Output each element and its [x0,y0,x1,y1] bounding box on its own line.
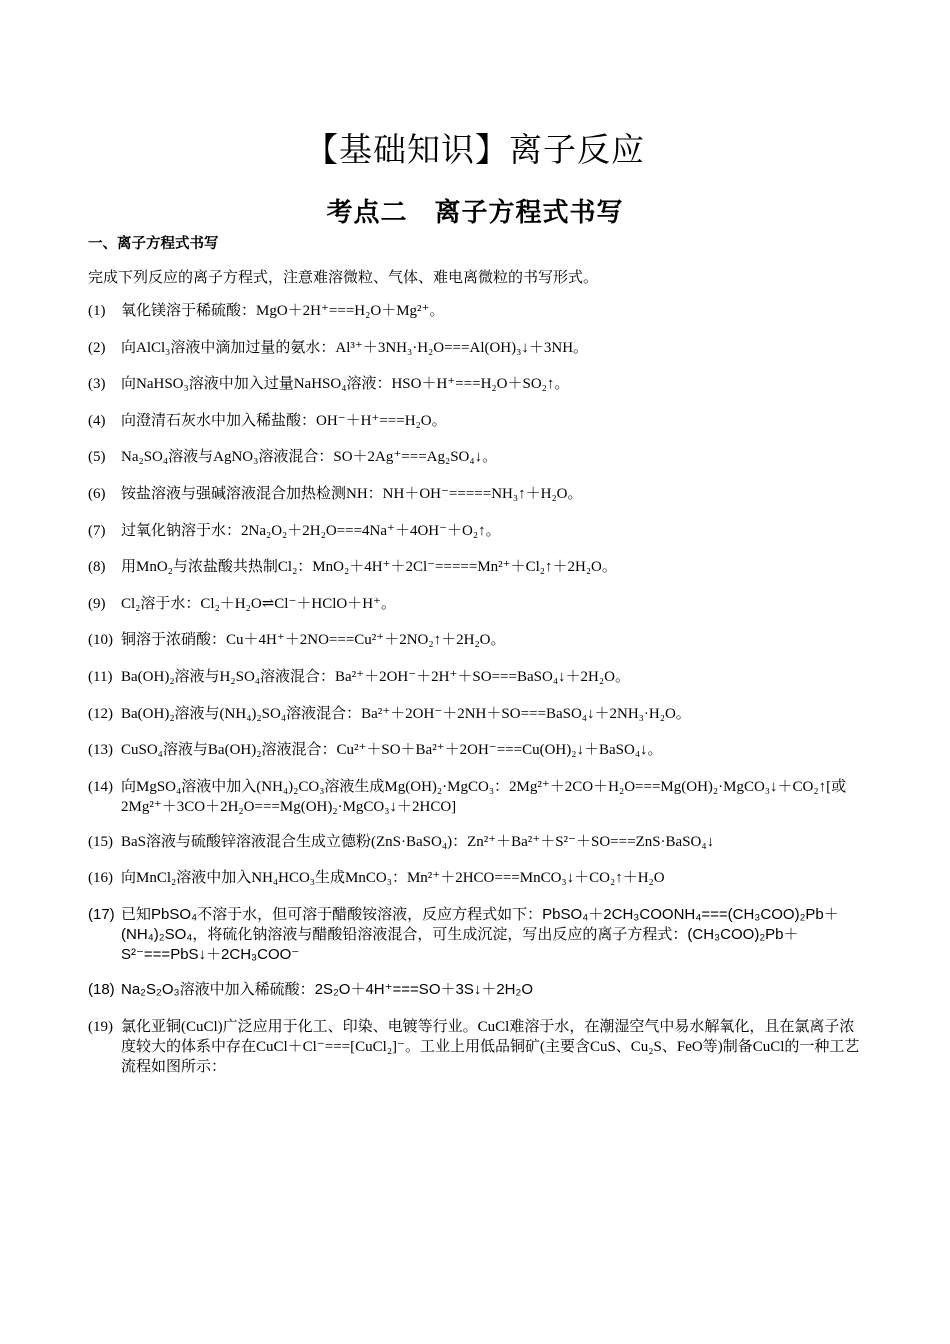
exercise-number: (16) [88,870,113,887]
exercise-number: (4) [88,412,106,429]
exercise-number: (7) [88,522,106,539]
exercise-text: 铜溶于浓硝酸：Cu＋4H⁺＋2NO===Cu²⁺＋2NO₂↑＋2H₂O。 [121,632,506,649]
intro-paragraph: 完成下列反应的离子方程式，注意难溶微粒、气体、难电离微粒的书写形式。 [88,270,599,286]
exercise-number: (6) [88,485,106,502]
exercise-text: 向MgSO₄溶液中加入(NH₄)₂CO₃溶液生成Mg(OH)₂·MgCO₃：2Mg²⁺＋2CO＋H₂O===Mg(OH)₂·MgCO₃↓＋CO₂↑[或2Mg²⁺＋3CO＋2H₂O===Mg(OH)₂·MgCO₃↓＋2HCO] [121,778,847,815]
exercise-text: 向AlCl₃溶液中滴加过量的氨水：Al³⁺＋3NH₃·H₂O===Al(OH)₃↓＋3NH。 [121,339,589,356]
exercise-item-7 [88,521,863,541]
exercise-number: (3) [88,376,106,393]
exercise-item-19 [88,1017,863,1077]
exercise-number: (1) [88,303,106,319]
exercise-text: Na₂SO₄溶液与AgNO₃溶液混合：SO＋2Ag⁺===Ag₂SO₄↓。 [121,449,498,466]
exercise-item-9 [88,594,863,614]
exercise-number: (11) [88,668,113,685]
exercise-text: 过氧化钠溶于水：2Na₂O₂＋2H₂O===4Na⁺＋4OH⁻＋O₂↑。 [121,522,501,539]
exercise-number: (10) [88,632,113,649]
exercise-text: Ba(OH)₂溶液与H₂SO₄溶液混合：Ba²⁺＋2OH⁻＋2H⁺＋SO===BaSO₄↓＋2H₂O。 [121,668,630,685]
exercise-item-16 [88,868,863,888]
exercise-text: BaS溶液与硫酸锌溶液混合生成立德粉(ZnS·BaSO₄)：Zn²⁺＋Ba²⁺＋S²⁻＋SO===ZnS·BaSO₄↓ [121,833,715,850]
exercise-text: 铵盐溶液与强碱溶液混合加热检测NH：NH＋OH⁻=====NH₃↑＋H₂O。 [121,485,583,502]
page-title: 【基础知识】离子反应 [305,130,645,169]
exercise-item-2 [88,338,863,358]
exercise-item-13 [88,740,863,760]
exercise-item-14 [88,777,863,817]
exercise-item-15 [88,832,863,852]
exercise-number: (5) [88,449,106,466]
exercise-text: 用MnO₂与浓盐酸共热制Cl₂：MnO₂＋4H⁺＋2Cl⁻=====Mn²⁺＋Cl₂↑＋2H₂O。 [121,559,617,576]
exercise-text: Ba(OH)₂溶液与(NH₄)₂SO₄溶液混合：Ba²⁺＋2OH⁻＋2NH＋SO===BaSO₄↓＋2NH₃·H₂O。 [121,705,691,722]
exercise-item-12 [88,704,863,724]
exercise-text: 向澄清石灰水中加入稀盐酸：OH⁻＋H⁺===H₂O。 [121,412,447,429]
exercise-item-5 [88,447,863,467]
exercise-text: 向NaHSO₃溶液中加入过量NaHSO₄溶液：HSO＋H⁺===H₂O＋SO₂↑。 [121,376,570,393]
exercise-list [88,301,863,1092]
exercise-number: (13) [88,742,113,759]
exercise-text: 已知PbSO₄不溶于水，但可溶于醋酸铵溶液，反应方程式如下：PbSO₄＋2CH₃COONH₄===(CH₃COO)₂Pb＋(NH₄)₂SO₄，将硫化钠溶液与醋酸铅溶液混合，可生成沉淀，写出反应的离子方程式：(CH₃COO)₂Pb＋S²⁻===PbS↓＋2CH₃COO⁻ [121,905,839,963]
exercise-text: CuSO₄溶液与Ba(OH)₂溶液混合：Cu²⁺＋SO＋Ba²⁺＋2OH⁻===Cu(OH)₂↓＋BaSO₄↓。 [121,742,663,759]
exercise-number: (9) [88,595,106,612]
exercise-number: (12) [88,705,113,722]
exercise-number: (2) [88,339,106,356]
exercise-text: 氧化镁溶于稀硫酸：MgO＋2H⁺===H₂O＋Mg²⁺。 [121,303,445,319]
exercise-item-6 [88,484,863,504]
exercise-item-4 [88,411,863,431]
exercise-number: (18) [88,980,115,998]
exercise-number: (15) [88,833,113,850]
exercise-number: (19) [88,1018,113,1035]
exercise-item-18 [88,980,863,1000]
exercise-text: Cl₂溶于水：Cl₂＋H₂O⇌Cl⁻＋HClO＋H⁺。 [121,595,396,612]
exercise-item-10 [88,630,863,650]
exercise-number: (14) [88,778,113,795]
exercise-text: 向MnCl₂溶液中加入NH₄HCO₃生成MnCO₃：Mn²⁺＋2HCO===MnCO₃↓＋CO₂↑＋H₂O [121,870,665,887]
exercise-text: 氯化亚铜(CuCl)广泛应用于化工、印染、电镀等行业。CuCl难溶于水，在潮湿空气中易水解氧化，且在氯离子浓度较大的体系中存在CuCl＋Cl⁻===[CuCl₂]⁻。工业上用低品铜矿(主要含CuS、Cu₂S、FeO等)制备CuCl的一种工艺流程如图所示： [121,1018,860,1075]
exercise-item-3 [88,374,863,394]
page-subtitle: 考点二 离子方程式书写 [326,198,624,228]
exercise-item-17 [88,905,863,965]
exercise-number: (8) [88,559,106,576]
exercise-item-8 [88,557,863,577]
section-heading: 一、离子方程式书写 [88,236,219,252]
exercise-item-1 [88,301,863,321]
exercise-item-11 [88,667,863,687]
exercise-text: Na₂S₂O₃溶液中加入稀硫酸：2S₂O＋4H⁺===SO＋3S↓＋2H₂O [121,980,533,998]
exercise-number: (17) [88,905,115,923]
